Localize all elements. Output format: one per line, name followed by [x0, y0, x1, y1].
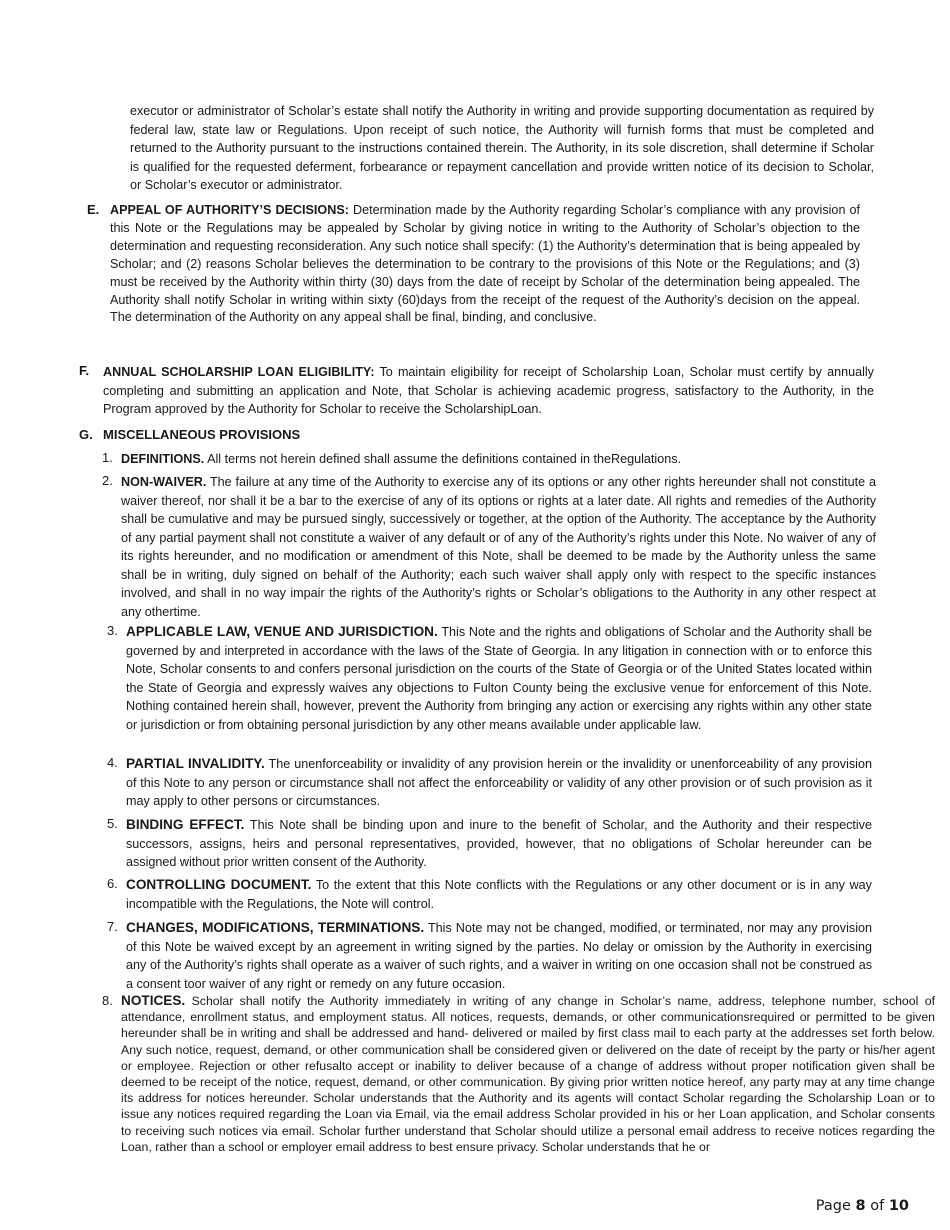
item-number: 6. — [107, 876, 118, 891]
item-title: CONTROLLING DOCUMENT. — [126, 877, 312, 892]
item-title: BINDING EFFECT. — [126, 817, 245, 832]
item-number: 3. — [107, 623, 118, 638]
page-label: Page — [815, 1198, 851, 1214]
item-text: This Note may not be changed, modified, or terminated, nor may any provision of this Note be waived except by an agreement in writing signed by the parties. No delay or omission by the Authority in exercising any of the Authority’s rights shall operate as a waiver of such rights, and a waiver in writing on one occasion shall not be construed as a consent toor waiver of any right or remedy on any future occasion. — [126, 921, 872, 991]
item-text: This Note shall be binding upon and inure to the benefit of Scholar, and the Authority and their respective successors, assigns, heirs and personal representatives, provided, however, that no obligations of Scholar hereunder can be assigned without prior written consent of the Authority. — [126, 818, 872, 869]
item-title: NOTICES. — [121, 993, 186, 1008]
section-e-paragraph — [110, 202, 860, 327]
item-title: DEFINITIONS. — [121, 452, 205, 466]
section-g-title: MISCELLANEOUS PROVISIONS — [103, 427, 301, 442]
item-title: PARTIAL INVALIDITY. — [126, 756, 265, 771]
item-text: The unenforceability or invalidity of any provision herein or the invalidity or unenforceability of any provision of this Note to any person or circumstance shall not affect the enforceability or validity of any other provision or of such provision as it may apply to other persons or circumstances. — [126, 757, 872, 808]
item-text: All terms not herein defined shall assume the definitions contained in theRegulations. — [207, 452, 682, 466]
page-number-footer — [816, 1198, 909, 1214]
item-number: 5. — [107, 816, 118, 831]
page-total: 10 — [888, 1198, 909, 1214]
of-label: of — [870, 1198, 885, 1214]
item-number: 7. — [107, 919, 118, 934]
item-number: 8. — [102, 993, 113, 1008]
section-e-title: APPEAL OF AUTHORITY’S DECISIONS: — [110, 203, 349, 217]
list-item — [126, 816, 872, 872]
list-item — [121, 450, 876, 469]
item-title: CHANGES, MODIFICATIONS, TERMINATIONS. — [126, 920, 425, 935]
item-text: This Note and the rights and obligations of Scholar and the Authority shall be governed by and interpreted in accordance with the laws of the State of Georgia. In any litigation in connection with or to enforce this Note, Scholar consents to and confers personal jurisdiction on the courts of the State of Georgia or of the United States located within the State of Georgia and expressly waives any objections to Fulton County being the exclusive venue for enforcement of this Note. Nothing contained herein shall, however, prevent the Authority from bringing any action or exercising any rights within any other state or jurisdiction or from obtaining personal jurisdiction by any other means available under applicable law. — [126, 625, 872, 732]
section-g-marker: G. — [79, 427, 93, 442]
section-f-title: ANNUAL SCHOLARSHIP LOAN ELIGIBILITY: — [103, 365, 375, 379]
list-item — [126, 876, 872, 913]
section-f-text: To maintain eligibility for receipt of Scholarship Loan, Scholar must certify by annually completing and submitting an application and Note, that Scholar is achieving academic progress, satisfactory to the Authority, in the Program approved by the Authority for Scholar to receive the ScholarshipLoan. — [103, 365, 874, 416]
list-item — [126, 623, 872, 734]
item-title: NON-WAIVER. — [121, 475, 207, 489]
section-f-paragraph — [103, 363, 874, 419]
item-number: 4. — [107, 755, 118, 770]
item-number: 1. — [102, 450, 113, 465]
section-f-marker: F. — [79, 363, 90, 378]
list-item — [121, 993, 935, 1155]
list-item — [121, 473, 876, 621]
intro-paragraph: executor or administrator of Scholar’s estate shall notify the Authority in writing and provide supporting documentation as required by federal law, state law or Regulations. Upon receipt of such notice, the Authority will furnish forms that must be completed and returned to the Authority pursuant to the instructions contained therein. The Authority, in its sole discretion, shall determine if Scholar is qualified for the requested deferment, forbearance or repayment cancellation and provide written notice of its decision to Scholar, or Scholar’s executor or administrator. — [130, 104, 874, 192]
list-item — [126, 919, 872, 993]
item-number: 2. — [102, 473, 113, 488]
section-e-text: Determination made by the Authority regarding Scholar’s compliance with any provision of this Note or the Regulations may be appealed by Scholar by giving notice in writing to the Authority of Scholar’s objection to the determination and requesting reconsideration. Any such notice shall specify: (1) the Authority’s determination that is being appealed by Scholar; and (2) reasons Scholar believes the determination to be contrary to the provisions of this Note or the Regulations; and (3) must be received by the Authority within thirty (30) days from the date of receipt by Scholar of the determination being appealed. The Authority shall notify Scholar in writing within sixty (60)days from the receipt of the request of the Authority’s decision on the appeal. The determination of the Authority on any appeal shall be final, binding, and conclusive. — [110, 203, 861, 325]
item-text: Scholar shall notify the Authority immediately in writing of any change in Scholar’s name, address, telephone number, school of attendance, enrollment status, and employment status. All notices, requests, demands, or other communicationsrequired or permitted to be given hereunder shall be in writing and shall be addressed and hand- delivered or mailed by first class mail to each party at the addresses set forth below. Any such notice, request, demand, or other communication shall be considered given or delivered on the date of receipt by the party or his/her agent or employee. Rejection or other refusalto accept or inability to deliver because of a change of address without proper notification given shall be deemed to be receipt of the notice, request, demand, or other communication. By giving prior written notice hereof, any party may at any time change its address for notices hereunder. Scholar understands that the Authority and its agents will contact Scholar regarding the Scholarship Loan or to issue any notices required regarding the Loan via Email, via the email address Scholar provided in his or her Loan application, and Scholar consents to receiving such notices via email. Scholar further understand that Scholar should utilize a personal email address to receive notices regarding the Loan, rather than a school or employer email address to best ensure privacy. Scholar understands that he or — [121, 994, 935, 1154]
item-text: To the extent that this Note conflicts with the Regulations or any other document or is in any way incompatible with the Regulations, the Note will control. — [126, 878, 872, 911]
section-e-marker: E. — [87, 202, 100, 217]
list-item — [126, 755, 872, 811]
item-text: The failure at any time of the Authority to exercise any of its options or any other rights hereunder shall not constitute a waiver thereof, nor shall it be a bar to the exercise of any of its options or rights at a later date. All rights and remedies of the Authority shall be cumulative and may be pursued singly, successively or together, at the option of the Authority. The acceptance by the Authority of any partial payment shall not constitute a waiver of any default or of any of the Authority’s rights under this Note. No waiver of any of its rights hereunder, and no modification or amendment of this Note, shall be deemed to be made by the Authority unless the same shall be in writing, duly signed on behalf of the Authority; each such waiver shall apply only with respect to the specific instances involved, and shall in no way impair the rights of the Authority’s rights or Scholar’s obligations to the Authority in any other respect at any othertime. — [121, 475, 876, 619]
item-title: APPLICABLE LAW, VENUE AND JURISDICTION. — [126, 624, 438, 639]
page-number: 8 — [855, 1198, 866, 1214]
